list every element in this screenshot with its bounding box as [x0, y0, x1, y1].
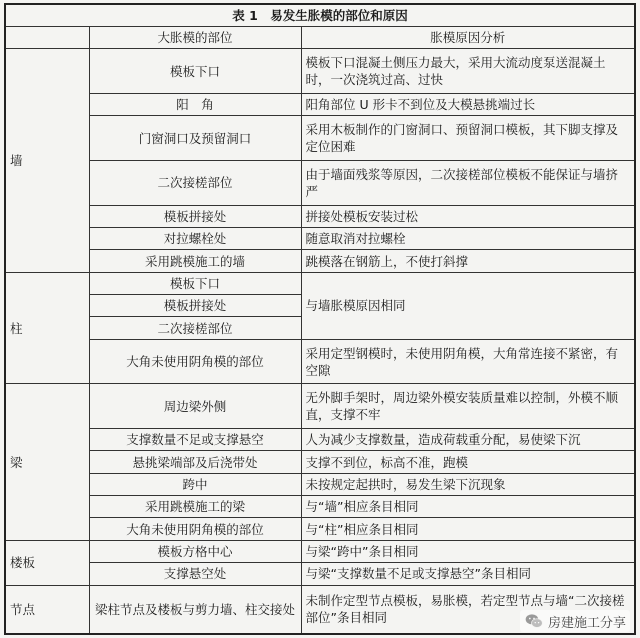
header-cause: 胀模原因分析 [301, 26, 635, 48]
table-row [5, 518, 635, 540]
table-row [5, 451, 635, 473]
table-row [5, 205, 635, 227]
part-cell: 梁柱节点及楼板与剪力墙、柱交接处 [89, 585, 301, 634]
category-column: 柱 [5, 272, 89, 384]
category-wall: 墙 [5, 49, 89, 272]
part-cell: 二次接槎部位 [89, 317, 301, 339]
part-cell: 阳 角 [89, 93, 301, 115]
part-cell: 模板方格中心 [89, 540, 301, 562]
cause-cell: 拼接处模板安装过松 [301, 205, 635, 227]
table-title: 表 1 易发生胀模的部位和原因 [5, 4, 635, 26]
table-row [5, 563, 635, 585]
header-blank [5, 26, 89, 48]
wechat-icon [524, 611, 544, 631]
formwork-table [4, 3, 636, 635]
part-cell: 对拉螺栓处 [89, 227, 301, 249]
part-cell: 采用跳模施工的墙 [89, 250, 301, 272]
cause-cell: 采用木板制作的门窗洞口、预留洞口模板，其下脚支撑及定位困难 [301, 116, 635, 161]
category-beam: 梁 [5, 384, 89, 540]
table-row [5, 272, 635, 294]
part-cell: 大角未使用阴角模的部位 [89, 339, 301, 384]
merged-cause-cell: 与墙胀模原因相同 [301, 272, 635, 339]
cause-cell: 模板下口混凝土侧压力最大，采用大流动度泵送混凝土时，一次浇筑过高、过快 [301, 49, 635, 94]
part-cell: 模板拼接处 [89, 205, 301, 227]
cause-cell: 采用定型钢模时，未使用阴角模，大角常连接不紧密，有空隙 [301, 339, 635, 384]
category-slab: 楼板 [5, 540, 89, 585]
part-cell: 模板下口 [89, 49, 301, 94]
table-row [5, 429, 635, 451]
cause-cell: 无外脚手架时，周边梁外模安装质量难以控制，外模不顺直，支撑不牢 [301, 384, 635, 429]
cause-cell: 由于墙面残浆等原因，二次接槎部位模板不能保证与墙挤严 [301, 160, 635, 205]
part-cell: 跨中 [89, 473, 301, 495]
table-row [5, 473, 635, 495]
cause-cell: 人为减少支撑数量，造成荷载重分配，易使梁下沉 [301, 429, 635, 451]
cause-cell: 随意取消对拉螺栓 [301, 227, 635, 249]
table-row [5, 227, 635, 249]
table-row [5, 339, 635, 384]
cause-cell: 与“墙”相应条目相同 [301, 496, 635, 518]
table-row [5, 540, 635, 562]
cause-cell: 阳角部位 U 形卡不到位及大模悬挑端过长 [301, 93, 635, 115]
part-cell: 模板拼接处 [89, 295, 301, 317]
table-row [5, 116, 635, 161]
part-cell: 支撑悬空处 [89, 563, 301, 585]
part-cell: 门窗洞口及预留洞口 [89, 116, 301, 161]
cause-cell: 与梁“支撑数量不足或支撑悬空”条目相同 [301, 563, 635, 585]
table-row [5, 496, 635, 518]
part-cell: 大角未使用阴角模的部位 [89, 518, 301, 540]
table-row [5, 384, 635, 429]
header-part: 大胀模的部位 [89, 26, 301, 48]
cause-cell: 支撑不到位，标高不准，跑模 [301, 451, 635, 473]
part-cell: 支撑数量不足或支撑悬空 [89, 429, 301, 451]
table-row [5, 250, 635, 272]
part-cell: 周边梁外侧 [89, 384, 301, 429]
part-cell: 二次接槎部位 [89, 160, 301, 205]
watermark [520, 610, 630, 632]
cause-cell: 跳模落在钢筋上，不使打斜撑 [301, 250, 635, 272]
part-cell: 悬挑梁端部及后浇带处 [89, 451, 301, 473]
table-row [5, 49, 635, 94]
watermark-text: 房建施工分享 [547, 615, 626, 631]
cause-cell: 未制作定型节点模板，易胀模，若定型节点与墙“二次接槎部位”条目相同 [301, 585, 635, 634]
category-joint: 节点 [5, 585, 89, 634]
part-cell: 采用跳模施工的梁 [89, 496, 301, 518]
table-row [5, 93, 635, 115]
part-cell: 模板下口 [89, 272, 301, 294]
table-title-row [5, 4, 635, 26]
cause-cell: 与梁“跨中”条目相同 [301, 540, 635, 562]
cause-cell: 与“柱”相应条目相同 [301, 518, 635, 540]
cause-cell: 未按规定起拱时，易发生梁下沉现象 [301, 473, 635, 495]
table-row [5, 160, 635, 205]
table-header-row [5, 26, 635, 48]
